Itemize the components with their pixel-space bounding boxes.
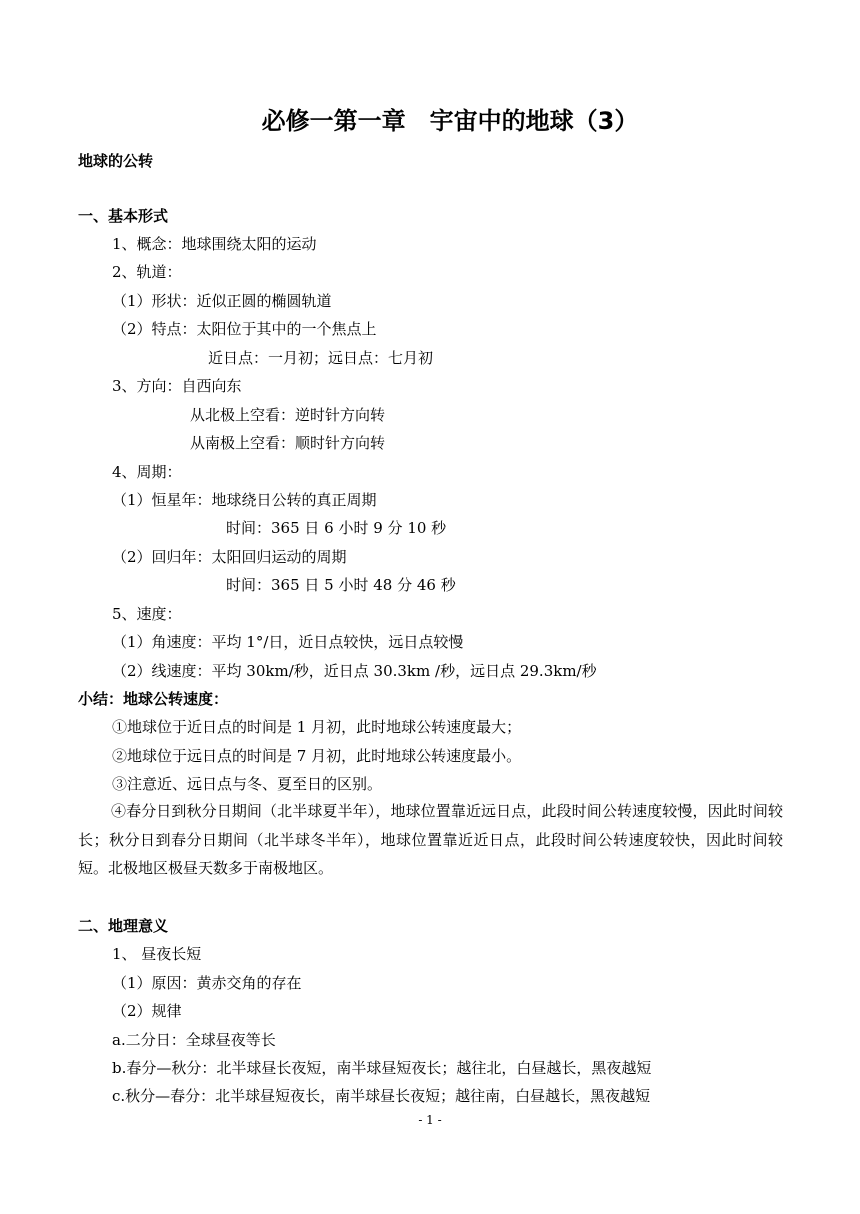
period-line: 4、周期：	[112, 463, 182, 481]
section2-heading: 二、地理意义	[78, 917, 169, 935]
rule-c-line: c.秋分—春分：北半球昼短夜长，南半球昼长夜短；越往南，白昼越长，黑夜越短	[112, 1087, 651, 1105]
subtitle: 地球的公转	[78, 152, 154, 170]
day-night-length-line: 1、 昼夜长短	[112, 945, 202, 963]
sidereal-line: （1）恒星年：地球绕日公转的真正周期	[112, 491, 377, 509]
speed-line: 5、速度：	[112, 605, 182, 623]
orbit-line: 2、轨道：	[112, 263, 182, 281]
perihelion-line: 近日点：一月初；远日点：七月初	[208, 349, 434, 367]
page-title: 必修一第一章 宇宙中的地球（3）	[261, 107, 639, 135]
rule-a-line: a.二分日：全球昼夜等长	[112, 1031, 276, 1049]
section1-heading: 一、基本形式	[78, 207, 169, 225]
concept-line: 1、概念：地球围绕太阳的运动	[112, 235, 317, 253]
tropical-time-line: 时间：365 日 5 小时 48 分 46 秒	[226, 576, 456, 594]
orbit-feature-line: （2）特点：太阳位于其中的一个焦点上	[112, 320, 377, 338]
summary-item-3: ③注意近、远日点与冬、夏至日的区别。	[112, 775, 383, 793]
orbit-shape-line: （1）形状：近似正圆的椭圆轨道	[112, 292, 332, 310]
page-number: - 1 -	[418, 1113, 442, 1127]
sidereal-time-line: 时间：365 日 6 小时 9 分 10 秒	[226, 519, 447, 537]
summary-item-1: ①地球位于近日点的时间是 1 月初，此时地球公转速度最大；	[112, 718, 522, 736]
direction-line: 3、方向：自西向东	[112, 377, 242, 395]
rule-b-line: b.春分—秋分：北半球昼长夜短，南半球昼短夜长；越往北，白昼越长，黑夜越短	[112, 1059, 652, 1077]
summary-item-4: ④春分日到秋分日期间（北半球夏半年），地球位置靠近远日点，此段时间公转速度较慢，因此时间较长；秋分日到春分日期间（北半球冬半年），地球位置靠近近日点，此段时间公转速度较快，因此时间较短。北极地区极昼天数多于南极地区。	[78, 802, 783, 877]
south-view-line: 从南极上空看：顺时针方向转	[190, 434, 386, 452]
linear-speed-line: （2）线速度：平均 30km/秒，近日点 30.3km /秒，远日点 29.3km/秒	[112, 662, 597, 680]
cause-line: （1）原因：黄赤交角的存在	[112, 974, 302, 992]
summary-item-2: ②地球位于远日点的时间是 7 月初，此时地球公转速度最小。	[112, 747, 522, 765]
north-view-line: 从北极上空看：逆时针方向转	[190, 406, 386, 424]
angular-speed-line: （1）角速度：平均 1°/日，近日点较快，远日点较慢	[112, 633, 464, 651]
summary-heading: 小结：地球公转速度：	[78, 690, 229, 708]
tropical-line: （2）回归年：太阳回归运动的周期	[112, 548, 347, 566]
rule-line: （2）规律	[112, 1002, 182, 1020]
